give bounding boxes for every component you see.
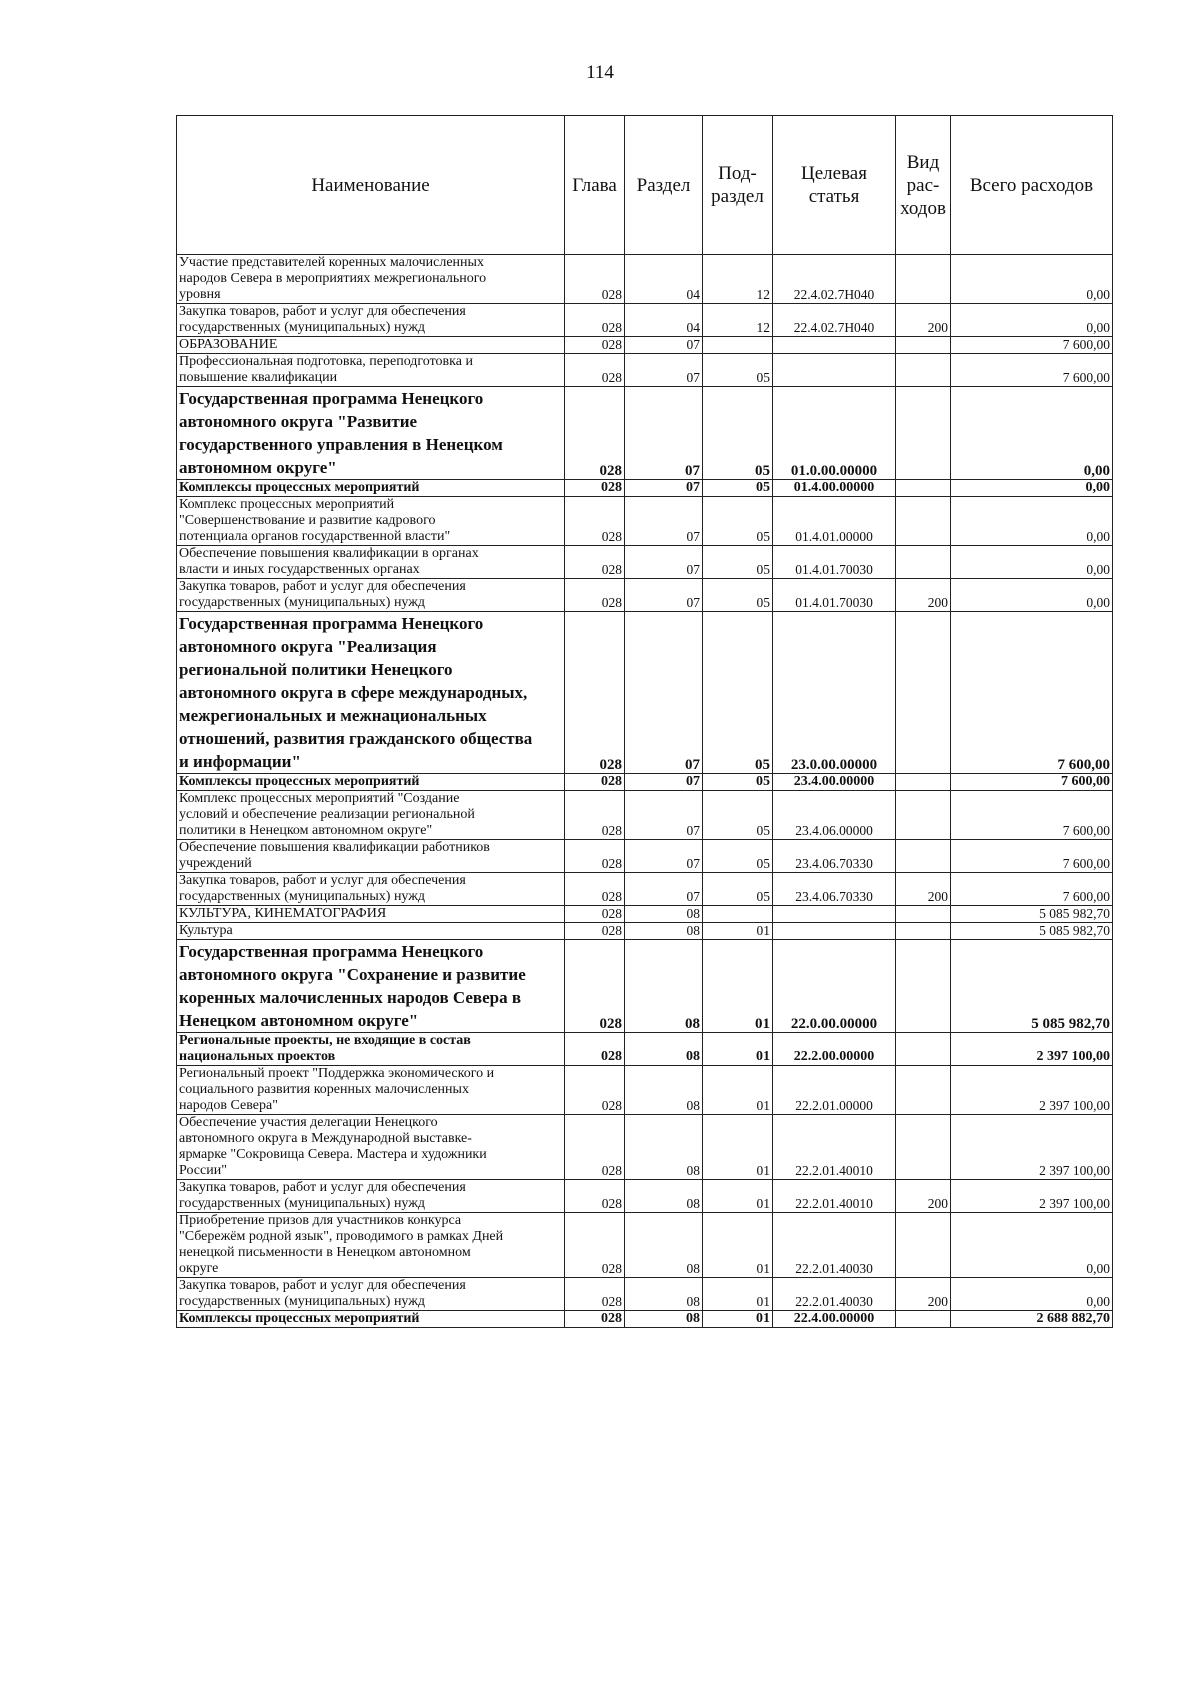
cell-podrazdel: 01 bbox=[703, 1278, 773, 1311]
header-target: Целевая статья bbox=[773, 116, 896, 255]
cell-podrazdel: 05 bbox=[703, 840, 773, 873]
cell-razdel: 08 bbox=[625, 1180, 703, 1213]
cell-target: 22.4.02.7Н040 bbox=[773, 255, 896, 304]
cell-razdel: 07 bbox=[625, 873, 703, 906]
cell-glava: 028 bbox=[565, 1278, 625, 1311]
cell-vid bbox=[896, 1213, 951, 1278]
table-row bbox=[177, 612, 1113, 774]
cell-razdel: 04 bbox=[625, 304, 703, 337]
cell-glava: 028 bbox=[565, 497, 625, 546]
cell-name: Комплексы процессных мероприятий bbox=[177, 480, 565, 497]
cell-glava: 028 bbox=[565, 906, 625, 923]
cell-name: Культура bbox=[177, 923, 565, 940]
cell-total: 2 397 100,00 bbox=[951, 1115, 1113, 1180]
cell-total: 7 600,00 bbox=[951, 791, 1113, 840]
header-total: Всего расходов bbox=[951, 116, 1113, 255]
table-row bbox=[177, 1033, 1113, 1066]
cell-total: 5 085 982,70 bbox=[951, 940, 1113, 1033]
cell-name: Обеспечение повышения квалификации в органах власти и иных государственных органах bbox=[177, 546, 565, 579]
cell-glava: 028 bbox=[565, 840, 625, 873]
table-row bbox=[177, 906, 1113, 923]
cell-podrazdel: 05 bbox=[703, 354, 773, 387]
cell-podrazdel: 05 bbox=[703, 873, 773, 906]
table-row bbox=[177, 354, 1113, 387]
cell-target: 01.0.00.00000 bbox=[773, 387, 896, 480]
cell-vid bbox=[896, 923, 951, 940]
cell-vid bbox=[896, 354, 951, 387]
cell-total: 7 600,00 bbox=[951, 840, 1113, 873]
cell-podrazdel: 05 bbox=[703, 546, 773, 579]
cell-name: Государственная программа Ненецкого автономного округа "Развитие государственного управления в Ненецком автономном округе" bbox=[177, 387, 565, 480]
cell-glava: 028 bbox=[565, 873, 625, 906]
cell-razdel: 07 bbox=[625, 546, 703, 579]
cell-razdel: 07 bbox=[625, 480, 703, 497]
cell-total: 0,00 bbox=[951, 579, 1113, 612]
cell-target: 01.4.01.00000 bbox=[773, 497, 896, 546]
table-row bbox=[177, 791, 1113, 840]
cell-target: 22.2.01.40010 bbox=[773, 1180, 896, 1213]
cell-target: 22.2.01.40030 bbox=[773, 1213, 896, 1278]
cell-podrazdel bbox=[703, 906, 773, 923]
cell-total: 0,00 bbox=[951, 255, 1113, 304]
header-razdel: Раздел bbox=[625, 116, 703, 255]
cell-vid bbox=[896, 840, 951, 873]
cell-podrazdel: 01 bbox=[703, 923, 773, 940]
cell-glava: 028 bbox=[565, 1115, 625, 1180]
cell-total: 0,00 bbox=[951, 1278, 1113, 1311]
cell-name: Обеспечение повышения квалификации работников учреждений bbox=[177, 840, 565, 873]
cell-target: 23.0.00.00000 bbox=[773, 612, 896, 774]
cell-glava: 028 bbox=[565, 791, 625, 840]
cell-vid bbox=[896, 546, 951, 579]
cell-podrazdel: 12 bbox=[703, 255, 773, 304]
cell-glava: 028 bbox=[565, 1066, 625, 1115]
cell-glava: 028 bbox=[565, 612, 625, 774]
cell-podrazdel: 05 bbox=[703, 791, 773, 840]
cell-vid bbox=[896, 1311, 951, 1328]
cell-podrazdel: 01 bbox=[703, 1180, 773, 1213]
cell-podrazdel bbox=[703, 337, 773, 354]
table-row bbox=[177, 774, 1113, 791]
table-row bbox=[177, 304, 1113, 337]
cell-glava: 028 bbox=[565, 1180, 625, 1213]
cell-total: 2 397 100,00 bbox=[951, 1033, 1113, 1066]
cell-target: 23.4.06.70330 bbox=[773, 873, 896, 906]
cell-name: Профессиональная подготовка, переподготовка и повышение квалификации bbox=[177, 354, 565, 387]
cell-target bbox=[773, 906, 896, 923]
table-header-row bbox=[177, 116, 1113, 255]
cell-razdel: 04 bbox=[625, 255, 703, 304]
table-row bbox=[177, 579, 1113, 612]
cell-vid bbox=[896, 791, 951, 840]
header-vid: Вид рас- ходов bbox=[896, 116, 951, 255]
cell-target: 23.4.06.00000 bbox=[773, 791, 896, 840]
cell-total: 5 085 982,70 bbox=[951, 906, 1113, 923]
cell-razdel: 07 bbox=[625, 497, 703, 546]
cell-razdel: 07 bbox=[625, 612, 703, 774]
table-row bbox=[177, 1278, 1113, 1311]
cell-podrazdel: 05 bbox=[703, 579, 773, 612]
cell-razdel: 08 bbox=[625, 906, 703, 923]
cell-name: Участие представителей коренных малочисленных народов Севера в мероприятиях межрегионального уровня bbox=[177, 255, 565, 304]
table-row bbox=[177, 1311, 1113, 1328]
table-row bbox=[177, 497, 1113, 546]
cell-vid: 200 bbox=[896, 1180, 951, 1213]
cell-total: 7 600,00 bbox=[951, 774, 1113, 791]
cell-total: 5 085 982,70 bbox=[951, 923, 1113, 940]
cell-total: 0,00 bbox=[951, 304, 1113, 337]
cell-glava: 028 bbox=[565, 579, 625, 612]
table-row bbox=[177, 840, 1113, 873]
cell-name: Обеспечение участия делегации Ненецкого автономного округа в Международной выставке- ярмарке "Сокровища Севера. Мастера и художники России" bbox=[177, 1115, 565, 1180]
header-podrazdel: Под- раздел bbox=[703, 116, 773, 255]
cell-glava: 028 bbox=[565, 337, 625, 354]
cell-podrazdel: 01 bbox=[703, 1115, 773, 1180]
cell-total: 0,00 bbox=[951, 546, 1113, 579]
cell-razdel: 07 bbox=[625, 840, 703, 873]
cell-vid: 200 bbox=[896, 579, 951, 612]
cell-razdel: 07 bbox=[625, 387, 703, 480]
table-row bbox=[177, 1213, 1113, 1278]
header-name: Наименование bbox=[177, 116, 565, 255]
cell-glava: 028 bbox=[565, 940, 625, 1033]
table-row bbox=[177, 337, 1113, 354]
cell-glava: 028 bbox=[565, 1213, 625, 1278]
cell-name: Региональный проект "Поддержка экономического и социального развития коренных малочисленных народов Севера" bbox=[177, 1066, 565, 1115]
table-row bbox=[177, 1066, 1113, 1115]
cell-total: 7 600,00 bbox=[951, 873, 1113, 906]
cell-razdel: 08 bbox=[625, 923, 703, 940]
cell-total: 0,00 bbox=[951, 480, 1113, 497]
cell-vid: 200 bbox=[896, 304, 951, 337]
cell-razdel: 08 bbox=[625, 1033, 703, 1066]
cell-target: 22.2.01.40030 bbox=[773, 1278, 896, 1311]
cell-target bbox=[773, 354, 896, 387]
cell-razdel: 08 bbox=[625, 1278, 703, 1311]
cell-glava: 028 bbox=[565, 387, 625, 480]
cell-vid bbox=[896, 480, 951, 497]
cell-name: Комплексы процессных мероприятий bbox=[177, 774, 565, 791]
cell-glava: 028 bbox=[565, 774, 625, 791]
table-body bbox=[177, 255, 1113, 1328]
cell-name: КУЛЬТУРА, КИНЕМАТОГРАФИЯ bbox=[177, 906, 565, 923]
cell-vid bbox=[896, 387, 951, 480]
cell-name: Закупка товаров, работ и услуг для обеспечения государственных (муниципальных) нужд bbox=[177, 873, 565, 906]
cell-razdel: 08 bbox=[625, 940, 703, 1033]
cell-target: 01.4.01.70030 bbox=[773, 579, 896, 612]
table-row bbox=[177, 480, 1113, 497]
cell-total: 0,00 bbox=[951, 497, 1113, 546]
cell-target: 22.0.00.00000 bbox=[773, 940, 896, 1033]
cell-podrazdel: 01 bbox=[703, 1033, 773, 1066]
cell-vid: 200 bbox=[896, 1278, 951, 1311]
cell-target bbox=[773, 337, 896, 354]
cell-podrazdel: 01 bbox=[703, 1066, 773, 1115]
cell-vid bbox=[896, 906, 951, 923]
cell-target: 22.4.02.7Н040 bbox=[773, 304, 896, 337]
cell-vid bbox=[896, 940, 951, 1033]
table-row bbox=[177, 873, 1113, 906]
cell-name: Закупка товаров, работ и услуг для обеспечения государственных (муниципальных) нужд bbox=[177, 304, 565, 337]
cell-total: 7 600,00 bbox=[951, 337, 1113, 354]
cell-vid: 200 bbox=[896, 873, 951, 906]
cell-total: 2 688 882,70 bbox=[951, 1311, 1113, 1328]
cell-podrazdel: 12 bbox=[703, 304, 773, 337]
budget-table bbox=[176, 115, 1113, 1328]
cell-vid bbox=[896, 1033, 951, 1066]
cell-name: Государственная программа Ненецкого автономного округа "Реализация региональной политики Ненецкого автономного округа в сфере международных, межрегиональных и межнациональных отношений, развития гражданского общества и информации" bbox=[177, 612, 565, 774]
cell-target: 23.4.00.00000 bbox=[773, 774, 896, 791]
cell-glava: 028 bbox=[565, 304, 625, 337]
cell-razdel: 07 bbox=[625, 791, 703, 840]
cell-podrazdel: 05 bbox=[703, 497, 773, 546]
cell-razdel: 08 bbox=[625, 1311, 703, 1328]
cell-glava: 028 bbox=[565, 480, 625, 497]
cell-name: Закупка товаров, работ и услуг для обеспечения государственных (муниципальных) нужд bbox=[177, 579, 565, 612]
cell-razdel: 08 bbox=[625, 1066, 703, 1115]
table-row bbox=[177, 546, 1113, 579]
cell-target: 22.2.00.00000 bbox=[773, 1033, 896, 1066]
cell-podrazdel: 01 bbox=[703, 1213, 773, 1278]
cell-razdel: 08 bbox=[625, 1213, 703, 1278]
cell-name: Закупка товаров, работ и услуг для обеспечения государственных (муниципальных) нужд bbox=[177, 1180, 565, 1213]
cell-glava: 028 bbox=[565, 1311, 625, 1328]
cell-razdel: 07 bbox=[625, 579, 703, 612]
cell-name: Комплекс процессных мероприятий "Создание условий и обеспечение реализации региональной политики в Ненецком автономном округе" bbox=[177, 791, 565, 840]
cell-target bbox=[773, 923, 896, 940]
cell-vid bbox=[896, 1066, 951, 1115]
table-row bbox=[177, 1180, 1113, 1213]
cell-podrazdel: 01 bbox=[703, 1311, 773, 1328]
page-number: 114 bbox=[586, 62, 614, 83]
cell-name: Закупка товаров, работ и услуг для обеспечения государственных (муниципальных) нужд bbox=[177, 1278, 565, 1311]
cell-glava: 028 bbox=[565, 255, 625, 304]
header-glava: Глава bbox=[565, 116, 625, 255]
cell-total: 7 600,00 bbox=[951, 612, 1113, 774]
table-row bbox=[177, 940, 1113, 1033]
cell-target: 22.2.01.00000 bbox=[773, 1066, 896, 1115]
cell-total: 7 600,00 bbox=[951, 354, 1113, 387]
cell-vid bbox=[896, 612, 951, 774]
cell-glava: 028 bbox=[565, 546, 625, 579]
cell-target: 01.4.00.00000 bbox=[773, 480, 896, 497]
cell-glava: 028 bbox=[565, 354, 625, 387]
table-row bbox=[177, 255, 1113, 304]
cell-razdel: 07 bbox=[625, 337, 703, 354]
cell-target: 22.4.00.00000 bbox=[773, 1311, 896, 1328]
cell-target: 22.2.01.40010 bbox=[773, 1115, 896, 1180]
cell-podrazdel: 05 bbox=[703, 612, 773, 774]
cell-vid bbox=[896, 774, 951, 791]
cell-name: Комплекс процессных мероприятий "Совершенствование и развитие кадрового потенциала органов государственной власти" bbox=[177, 497, 565, 546]
table-row bbox=[177, 387, 1113, 480]
cell-total: 2 397 100,00 bbox=[951, 1066, 1113, 1115]
cell-vid bbox=[896, 1115, 951, 1180]
table-row bbox=[177, 1115, 1113, 1180]
cell-name: Государственная программа Ненецкого автономного округа "Сохранение и развитие коренных малочисленных народов Севера в Ненецком автономном округе" bbox=[177, 940, 565, 1033]
cell-target: 01.4.01.70030 bbox=[773, 546, 896, 579]
cell-vid bbox=[896, 255, 951, 304]
cell-glava: 028 bbox=[565, 1033, 625, 1066]
cell-name: ОБРАЗОВАНИЕ bbox=[177, 337, 565, 354]
cell-podrazdel: 01 bbox=[703, 940, 773, 1033]
cell-razdel: 07 bbox=[625, 774, 703, 791]
cell-name: Приобретение призов для участников конкурса "Сбережём родной язык", проводимого в рамках Дней ненецкой письменности в Ненецком автономном округе bbox=[177, 1213, 565, 1278]
cell-total: 2 397 100,00 bbox=[951, 1180, 1113, 1213]
cell-name: Региональные проекты, не входящие в состав национальных проектов bbox=[177, 1033, 565, 1066]
cell-podrazdel: 05 bbox=[703, 774, 773, 791]
cell-total: 0,00 bbox=[951, 387, 1113, 480]
cell-podrazdel: 05 bbox=[703, 387, 773, 480]
cell-total: 0,00 bbox=[951, 1213, 1113, 1278]
cell-glava: 028 bbox=[565, 923, 625, 940]
cell-name: Комплексы процессных мероприятий bbox=[177, 1311, 565, 1328]
cell-vid bbox=[896, 497, 951, 546]
cell-razdel: 07 bbox=[625, 354, 703, 387]
cell-podrazdel: 05 bbox=[703, 480, 773, 497]
cell-target: 23.4.06.70330 bbox=[773, 840, 896, 873]
cell-razdel: 08 bbox=[625, 1115, 703, 1180]
cell-vid bbox=[896, 337, 951, 354]
table-row bbox=[177, 923, 1113, 940]
